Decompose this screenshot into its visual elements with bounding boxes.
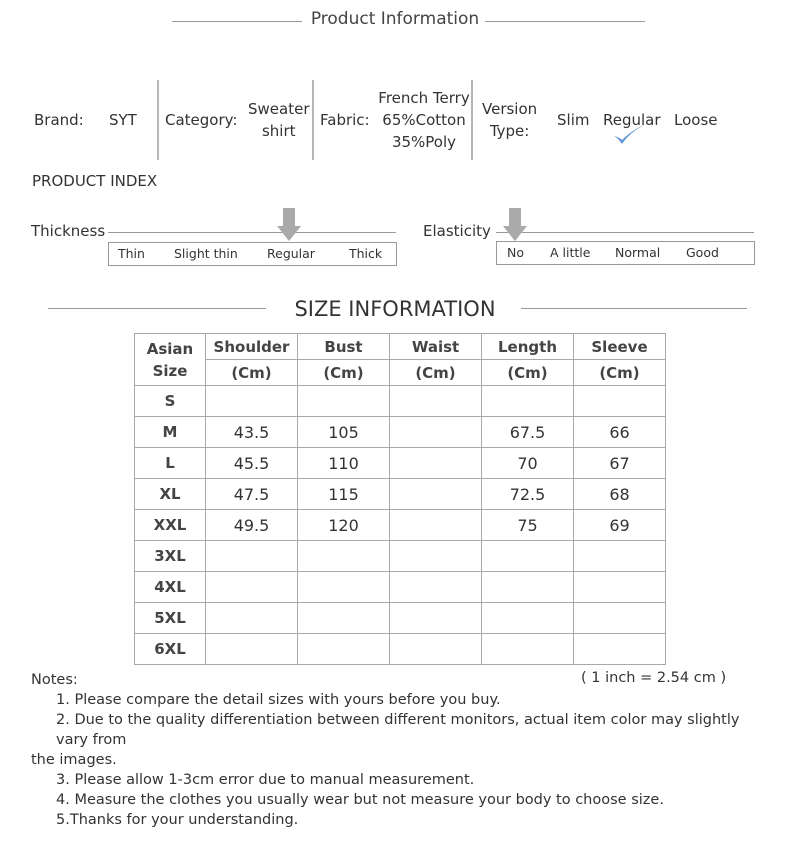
table-cell xyxy=(206,386,298,417)
size-table-body xyxy=(135,386,666,665)
table-cell: 47.5 xyxy=(206,479,298,510)
table-cell xyxy=(482,572,574,603)
size-label-cell: S xyxy=(135,386,206,417)
table-cell xyxy=(390,541,482,572)
header-unit: (Cm) xyxy=(574,360,666,386)
thickness-scale-box xyxy=(108,242,397,266)
header-sleeve: Sleeve xyxy=(574,334,666,360)
divider xyxy=(471,80,473,160)
table-cell xyxy=(390,448,482,479)
table-header-units-row xyxy=(135,360,666,386)
table-cell xyxy=(390,386,482,417)
brand-value: SYT xyxy=(109,111,137,129)
down-arrow-icon xyxy=(277,208,301,242)
table-cell: 69 xyxy=(574,510,666,541)
version-option-slim: Slim xyxy=(557,111,590,129)
size-label-cell: XXL xyxy=(135,510,206,541)
table-cell xyxy=(298,572,390,603)
header-asian-size xyxy=(135,334,206,386)
note-item-continuation: the images. xyxy=(31,752,117,768)
table-cell: 72.5 xyxy=(482,479,574,510)
table-cell xyxy=(574,634,666,665)
title-line-right xyxy=(521,308,747,309)
table-cell: 120 xyxy=(298,510,390,541)
notes-label: Notes: xyxy=(31,672,78,688)
table-row xyxy=(135,448,666,479)
version-type-label xyxy=(482,98,537,142)
table-cell: 105 xyxy=(298,417,390,448)
table-row xyxy=(135,386,666,417)
table-cell: 75 xyxy=(482,510,574,541)
down-arrow-icon xyxy=(503,208,527,242)
size-label-cell: M xyxy=(135,417,206,448)
note-item: 2. Due to the quality differentiation between different monitors, actual item color may slightly vary from xyxy=(56,712,740,748)
table-cell xyxy=(482,634,574,665)
table-cell xyxy=(390,417,482,448)
size-label-cell: XL xyxy=(135,479,206,510)
elasticity-label: Elasticity xyxy=(423,222,491,240)
table-cell xyxy=(390,510,482,541)
thickness-label: Thickness xyxy=(31,222,106,240)
header-length: Length xyxy=(482,334,574,360)
notes-section xyxy=(31,670,761,830)
note-item: 3. Please allow 1-3cm error due to manual measurement. xyxy=(56,772,475,788)
table-row xyxy=(135,603,666,634)
fabric-value xyxy=(378,87,470,153)
version-label-line2: Type: xyxy=(489,122,530,140)
category-value xyxy=(248,98,310,142)
table-cell: 67.5 xyxy=(482,417,574,448)
note-item: 4. Measure the clothes you usually wear but not measure your body to choose size. xyxy=(56,792,664,808)
table-cell xyxy=(206,603,298,634)
table-cell: 43.5 xyxy=(206,417,298,448)
section-title-size-information: SIZE INFORMATION xyxy=(294,297,496,321)
table-cell xyxy=(390,479,482,510)
brand-label: Brand: xyxy=(34,111,84,129)
title-line-right xyxy=(485,21,645,22)
elasticity-scale-box xyxy=(496,241,755,265)
table-cell xyxy=(390,634,482,665)
table-cell xyxy=(482,603,574,634)
table-cell: 70 xyxy=(482,448,574,479)
divider xyxy=(157,80,159,160)
table-cell: 68 xyxy=(574,479,666,510)
table-cell xyxy=(574,541,666,572)
table-cell xyxy=(482,541,574,572)
table-cell: 115 xyxy=(298,479,390,510)
table-row xyxy=(135,572,666,603)
category-value-line2: shirt xyxy=(261,122,296,140)
thickness-option-thick: Thick xyxy=(349,246,383,261)
note-item: 5.Thanks for your understanding. xyxy=(56,812,299,828)
section-title-product-information: Product Information xyxy=(310,9,480,29)
table-row xyxy=(135,479,666,510)
thickness-option-slight-thin: Slight thin xyxy=(174,246,238,261)
header-unit: (Cm) xyxy=(206,360,298,386)
elasticity-option-no: No xyxy=(507,245,524,260)
size-table xyxy=(134,333,666,665)
product-index-label: PRODUCT INDEX xyxy=(32,172,158,190)
version-label-line1: Version xyxy=(482,100,538,118)
table-cell xyxy=(206,634,298,665)
header-unit: (Cm) xyxy=(390,360,482,386)
table-cell xyxy=(574,603,666,634)
category-value-line1: Sweater xyxy=(248,100,310,118)
elasticity-option-normal: Normal xyxy=(615,245,661,260)
version-option-regular: Regular xyxy=(603,111,661,129)
table-cell: 49.5 xyxy=(206,510,298,541)
table-cell xyxy=(298,541,390,572)
table-cell xyxy=(298,603,390,634)
fabric-line2: 65%Cotton xyxy=(382,111,466,129)
table-cell: 45.5 xyxy=(206,448,298,479)
size-label-cell: 6XL xyxy=(135,634,206,665)
table-cell xyxy=(482,386,574,417)
thickness-option-thin: Thin xyxy=(118,246,145,261)
table-cell xyxy=(298,386,390,417)
fabric-label: Fabric: xyxy=(320,111,370,129)
table-header-row xyxy=(135,334,666,360)
table-cell: 67 xyxy=(574,448,666,479)
table-row xyxy=(135,541,666,572)
elasticity-option-good: Good xyxy=(686,245,719,260)
table-cell xyxy=(574,386,666,417)
table-row xyxy=(135,510,666,541)
version-option-loose: Loose xyxy=(674,111,718,129)
size-label-cell: 4XL xyxy=(135,572,206,603)
table-cell xyxy=(390,572,482,603)
table-cell xyxy=(206,541,298,572)
fabric-line3: 35%Poly xyxy=(391,133,457,151)
thickness-scale-line xyxy=(108,232,396,233)
table-row xyxy=(135,417,666,448)
checkmark-icon xyxy=(612,122,648,148)
table-cell: 66 xyxy=(574,417,666,448)
divider xyxy=(312,80,314,160)
category-label: Category: xyxy=(165,111,238,129)
header-line2: Size xyxy=(152,361,188,380)
thickness-option-regular: Regular xyxy=(267,246,315,261)
header-bust: Bust xyxy=(298,334,390,360)
table-cell xyxy=(390,603,482,634)
table-cell xyxy=(298,634,390,665)
table-cell xyxy=(206,572,298,603)
size-label-cell: L xyxy=(135,448,206,479)
size-label-cell: 3XL xyxy=(135,541,206,572)
header-unit: (Cm) xyxy=(298,360,390,386)
table-row xyxy=(135,634,666,665)
header-waist: Waist xyxy=(390,334,482,360)
elasticity-scale-line xyxy=(496,232,754,233)
elasticity-option-a-little: A little xyxy=(550,245,591,260)
inch-conversion: ( 1 inch = 2.54 cm ) xyxy=(581,670,727,686)
header-shoulder: Shoulder xyxy=(206,334,298,360)
header-line1: Asian xyxy=(146,339,194,358)
header-unit: (Cm) xyxy=(482,360,574,386)
fabric-line1: French Terry xyxy=(378,89,470,107)
table-cell: 110 xyxy=(298,448,390,479)
note-item: 1. Please compare the detail sizes with yours before you buy. xyxy=(56,692,501,708)
size-label-cell: 5XL xyxy=(135,603,206,634)
table-cell xyxy=(574,572,666,603)
